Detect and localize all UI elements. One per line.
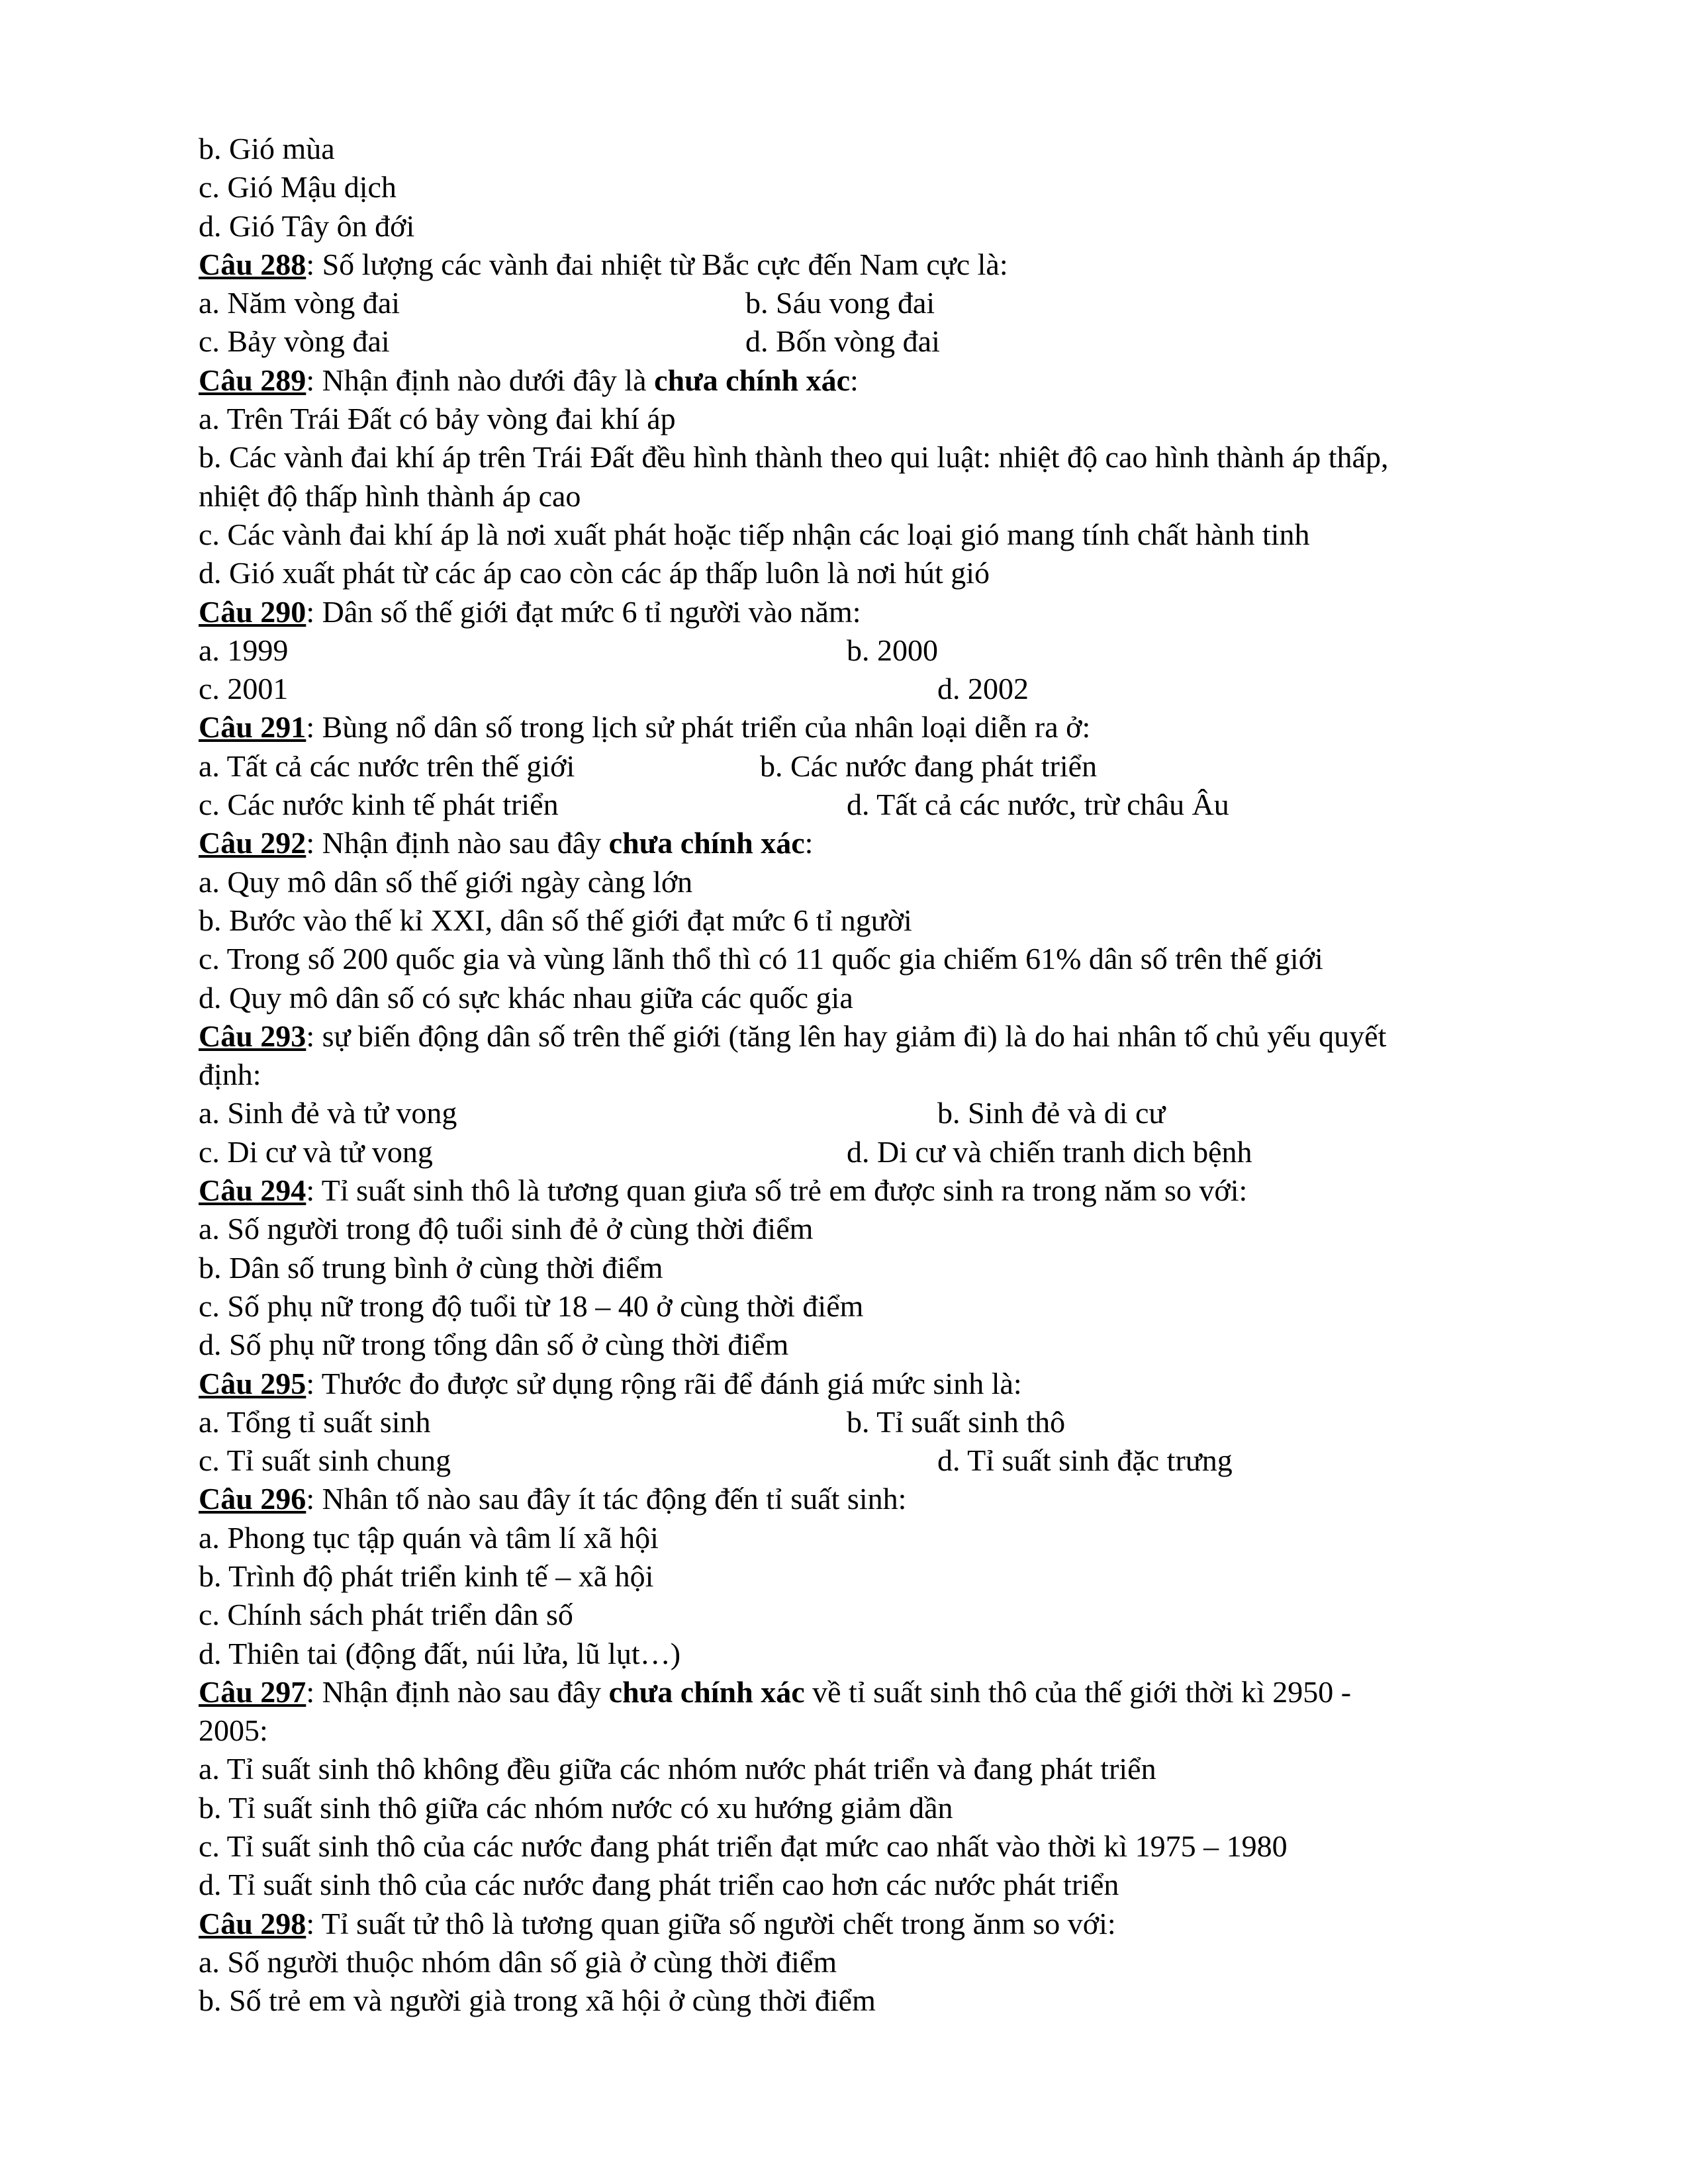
- question-288: [199, 246, 1523, 284]
- question-number: Câu 291: [199, 710, 306, 745]
- option-row: [199, 1133, 1523, 1171]
- option-b: b. Các vành đai khí áp trên Trái Đất đều hình thành theo qui luật: nhiệt độ cao hình thành áp thấp,: [199, 440, 1389, 475]
- option-a: a. Tất cả các nước trên thế giới: [199, 749, 575, 783]
- option-row: [199, 670, 1523, 708]
- option-d: d. Gió xuất phát từ các áp cao còn các áp thấp luôn là nơi hút gió: [199, 556, 990, 590]
- option-row: [199, 786, 1523, 824]
- question-294: [199, 1171, 1523, 1210]
- question-text-continued: định:: [199, 1058, 261, 1092]
- option-c: c. Bảy vòng đai: [199, 324, 390, 359]
- document-page: [199, 130, 1523, 2021]
- question-292: Câu 292: Nhận định nào sau đây chưa chính xác:: [199, 826, 814, 860]
- question-289: Câu 289: Nhận định nào dưới đây là chưa chính xác:: [199, 363, 859, 397]
- option-d: d. Thiên tai (động đất, núi lửa, lũ lụt…): [199, 1636, 681, 1670]
- option-row: [199, 322, 1523, 361]
- option-line: d. Gió Tây ôn đới: [199, 208, 415, 243]
- option-a: a. Quy mô dân số thế giới ngày càng lớn: [199, 864, 693, 899]
- option-b: b. Sinh đẻ và di cư: [937, 1096, 1166, 1130]
- question-text: : Số lượng các vành đai nhiệt từ Bắc cực đến Nam cực là:: [306, 247, 1008, 281]
- option-row: [199, 1403, 1523, 1441]
- question-number: Câu 296: [199, 1482, 306, 1516]
- question-number: Câu 293: [199, 1019, 306, 1053]
- option-d: d. Tỉ suất sinh đặc trưng: [937, 1443, 1233, 1478]
- emphasis-text: chưa chính xác: [608, 1674, 805, 1709]
- option-a: a. Năm vòng đai: [199, 286, 400, 320]
- option-row: [199, 284, 1523, 322]
- option-c: c. Các nước kinh tế phát triển: [199, 788, 559, 822]
- option-b: b. Số trẻ em và người già trong xã hội ở cùng thời điểm: [199, 1983, 876, 2018]
- question-290: [199, 593, 1523, 631]
- option-a: a. Số người thuộc nhóm dân số già ở cùng thời điểm: [199, 1944, 837, 1979]
- option-c: c. Tỉ suất sinh thô của các nước đang phát triển đạt mức cao nhất vào thời kì 1975 – 1980: [199, 1829, 1288, 1864]
- option-c: c. Trong số 200 quốc gia và vùng lãnh thổ thì có 11 quốc gia chiếm 61% dân số trên thế giới: [199, 942, 1323, 976]
- option-d: d. Tất cả các nước, trừ châu Âu: [847, 788, 1229, 822]
- option-a: a. Tổng tỉ suất sinh: [199, 1404, 431, 1439]
- question-text: : Thước đo được sử dụng rộng rãi để đánh giá mức sinh là:: [306, 1366, 1022, 1400]
- option-row: [199, 747, 1523, 786]
- option-b: b. Tỉ suất sinh thô: [847, 1404, 1066, 1439]
- question-number: Câu 297: [199, 1674, 306, 1709]
- option-b: b. Dân số trung bình ở cùng thời điểm: [199, 1250, 663, 1285]
- question-number: Câu 298: [199, 1906, 306, 1940]
- question-text: : Tỉ suất tử thô là tương quan giữa số người chết trong ănm so với:: [306, 1906, 1116, 1940]
- option-b: b. Bước vào thế kỉ XXI, dân số thế giới đạt mức 6 tỉ người: [199, 903, 912, 937]
- option-c: c. Số phụ nữ trong độ tuổi từ 18 – 40 ở cùng thời điểm: [199, 1289, 864, 1323]
- option-b: b. Sáu vong đai: [745, 286, 935, 320]
- option-d: d. Số phụ nữ trong tổng dân số ở cùng thời điểm: [199, 1328, 789, 1362]
- option-b: b. Trình độ phát triển kinh tế – xã hội: [199, 1559, 654, 1593]
- option-a: a. Sinh đẻ và tử vong: [199, 1096, 457, 1130]
- option-d: d. Di cư và chiến tranh dich bệnh: [847, 1134, 1252, 1169]
- question-number: Câu 290: [199, 594, 306, 629]
- option-c: c. 2001: [199, 672, 289, 706]
- emphasis-text: chưa chính xác: [608, 826, 805, 860]
- option-b: b. Các nước đang phát triển: [760, 749, 1098, 783]
- option-a: a. Phong tục tập quán và tâm lí xã hội: [199, 1520, 659, 1555]
- question-text: : Bùng nổ dân số trong lịch sử phát triển của nhân loại diễn ra ở:: [306, 710, 1091, 745]
- option-row: [199, 1094, 1523, 1132]
- question-text: : sự biến động dân số trên thế giới (tăng lên hay giảm đi) là do hai nhân tố chủ yếu quyết: [306, 1019, 1387, 1053]
- question-text: : Nhân tố nào sau đây ít tác động đến tỉ suất sinh:: [306, 1482, 907, 1516]
- option-d: d. Bốn vòng đai: [745, 324, 940, 359]
- question-text: : Dân số thế giới đạt mức 6 tỉ người vào năm:: [306, 594, 861, 629]
- question-number: Câu 292: [199, 826, 306, 860]
- question-296: [199, 1480, 1523, 1518]
- option-line: b. Gió mùa: [199, 132, 335, 165]
- option-line: c. Gió Mậu dịch: [199, 170, 397, 205]
- option-d: d. 2002: [937, 672, 1029, 706]
- option-d: d. Quy mô dân số có sực khác nhau giữa các quốc gia: [199, 980, 853, 1015]
- option-b-continued: nhiệt độ thấp hình thành áp cao: [199, 478, 581, 513]
- option-row: [199, 631, 1523, 670]
- question-293: [199, 1017, 1523, 1056]
- option-d: d. Tỉ suất sinh thô của các nước đang phát triển cao hơn các nước phát triển: [199, 1868, 1119, 1902]
- option-c: c. Tỉ suất sinh chung: [199, 1443, 451, 1478]
- option-a: a. Số người trong độ tuổi sinh đẻ ở cùng thời điểm: [199, 1212, 814, 1246]
- question-number: Câu 289: [199, 363, 306, 397]
- question-295: [199, 1365, 1523, 1403]
- option-c: c. Chính sách phát triển dân số: [199, 1598, 573, 1632]
- question-291: [199, 708, 1523, 747]
- option-b: b. 2000: [847, 633, 938, 667]
- question-298: [199, 1905, 1523, 1943]
- question-number: Câu 295: [199, 1366, 306, 1400]
- emphasis-text: chưa chính xác: [654, 363, 851, 397]
- option-a: a. 1999: [199, 633, 289, 667]
- option-b: b. Tỉ suất sinh thô giữa các nhóm nước có xu hướng giảm dần: [199, 1790, 953, 1825]
- option-c: c. Các vành đai khí áp là nơi xuất phát hoặc tiếp nhận các loại gió mang tính chất hành tinh: [199, 517, 1310, 551]
- question-number: Câu 288: [199, 247, 306, 281]
- option-a: a. Trên Trái Đất có bảy vòng đai khí áp: [199, 402, 676, 436]
- option-c: c. Di cư và tử vong: [199, 1134, 433, 1169]
- question-text-continued: 2005:: [199, 1713, 268, 1748]
- option-a: a. Tỉ suất sinh thô không đều giữa các nhóm nước phát triển và đang phát triển: [199, 1752, 1156, 1786]
- option-row: [199, 1441, 1523, 1480]
- question-text: : Tỉ suất sinh thô là tương quan giưa số trẻ em được sinh ra trong năm so với:: [306, 1173, 1248, 1208]
- question-297: Câu 297: Nhận định nào sau đây chưa chính xác về tỉ suất sinh thô của thế giới thời kì 2950 -: [199, 1674, 1352, 1709]
- question-number: Câu 294: [199, 1173, 306, 1208]
